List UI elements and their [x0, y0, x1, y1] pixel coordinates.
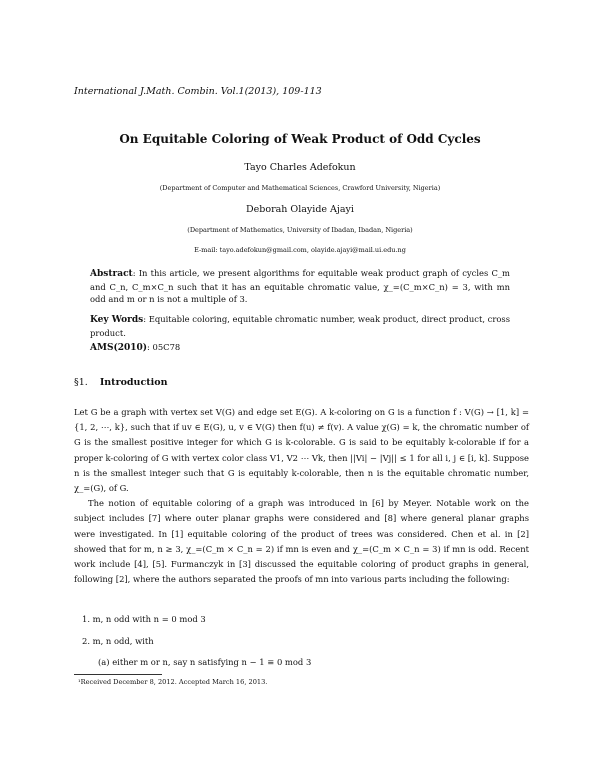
section-title: Introduction [99, 377, 168, 388]
abstract-text: : In this article, we present algorithms for equitable weak product graph of cycles C_m and C_n, C_m×C_n such that it has an equitable chromatic value, χ_=(C_m×C_n) = 3, with mn odd and m or n is not a multiple of 3. [90, 268, 510, 304]
list-item: 1. m, n odd with n = 0 mod 3 [82, 614, 206, 624]
list-item: 2. m, n odd, with [82, 636, 154, 646]
ams-classification [90, 341, 510, 355]
journal-header: International J.Math. Combin. Vol.1(2013), 109-113 [74, 86, 322, 97]
author-email: E-mail: tayo.adefokun@gmail.com, olayide.ajayi@mail.ui.edu.ng [194, 246, 406, 254]
paragraph: The notion of equitable coloring of a graph was introduced in [6] by Meyer. Notable work on the subject includes [7] where outer planar graphs were considered and [8] where general planar graphs were investigated. In [1] equitable coloring of the product of trees was considered. Chen et al. in [2] showed that for m, n ≥ 3, χ_=(C_m × C_n = 2) if mn is even and χ_=(C_m × C_n = 3) if mn is odd. Recent work include [4], [5]. Furmanczyk in [3] discussed the equitable coloring of product graphs in general, following [2], where the authors separated the proofs of mn into various parts including the following: [74, 498, 529, 585]
footnote-rule [74, 674, 162, 675]
footnote: ¹Received December 8, 2012. Accepted March 16, 2013. [78, 678, 268, 686]
author-affiliation: (Department of Computer and Mathematical Sciences, Crawford University, Nigeria) [159, 184, 441, 192]
body-text [74, 405, 529, 587]
author-name: Deborah Olayide Ajayi [246, 204, 354, 215]
keywords-label: Key Words [90, 315, 144, 325]
sublist-item: (a) either m or n, say n satisfying n − 1 ≡ 0 mod 3 [98, 657, 312, 667]
keywords-text: : Equitable coloring, equitable chromatic number, weak product, direct product, cross product. [90, 314, 510, 338]
author-name: Tayo Charles Adefokun [244, 162, 356, 173]
paper-title: On Equitable Coloring of Weak Product of Odd Cycles [119, 132, 481, 146]
section-number: §1. [74, 377, 88, 388]
keywords [90, 313, 510, 339]
paragraph: Let G be a graph with vertex set V(G) and edge set E(G). A k-coloring on G is a function f : V(G) → [1, k] = {1, 2, ⋯, k}, such that if uv ∈ E(G), u, v ∈ V(G) then f(u) ≠ f(v). A value χ(G) = k, the chromatic number of G is the smallest positive integer for which G is k-colorable. G is said to be equitably k-colorable if for a proper k-coloring of G with vertex color class V1, V2 ⋯ Vk, then ||Vi| − |Vj|| ≤ 1 for all i, j ∈ [i, k]. Suppose n is the smallest integer such that G is equitably k-colorable, then n is the equitable chromatic number, χ_=(G), of G. [74, 407, 529, 494]
section-heading [74, 377, 167, 388]
abstract-label: Abstract [90, 269, 133, 279]
ams-label: AMS(2010) [90, 343, 148, 353]
ams-text: : 05C78 [147, 342, 181, 352]
abstract [90, 267, 510, 306]
author-affiliation: (Department of Mathematics, University of Ibadan, Ibadan, Nigeria) [187, 226, 413, 234]
